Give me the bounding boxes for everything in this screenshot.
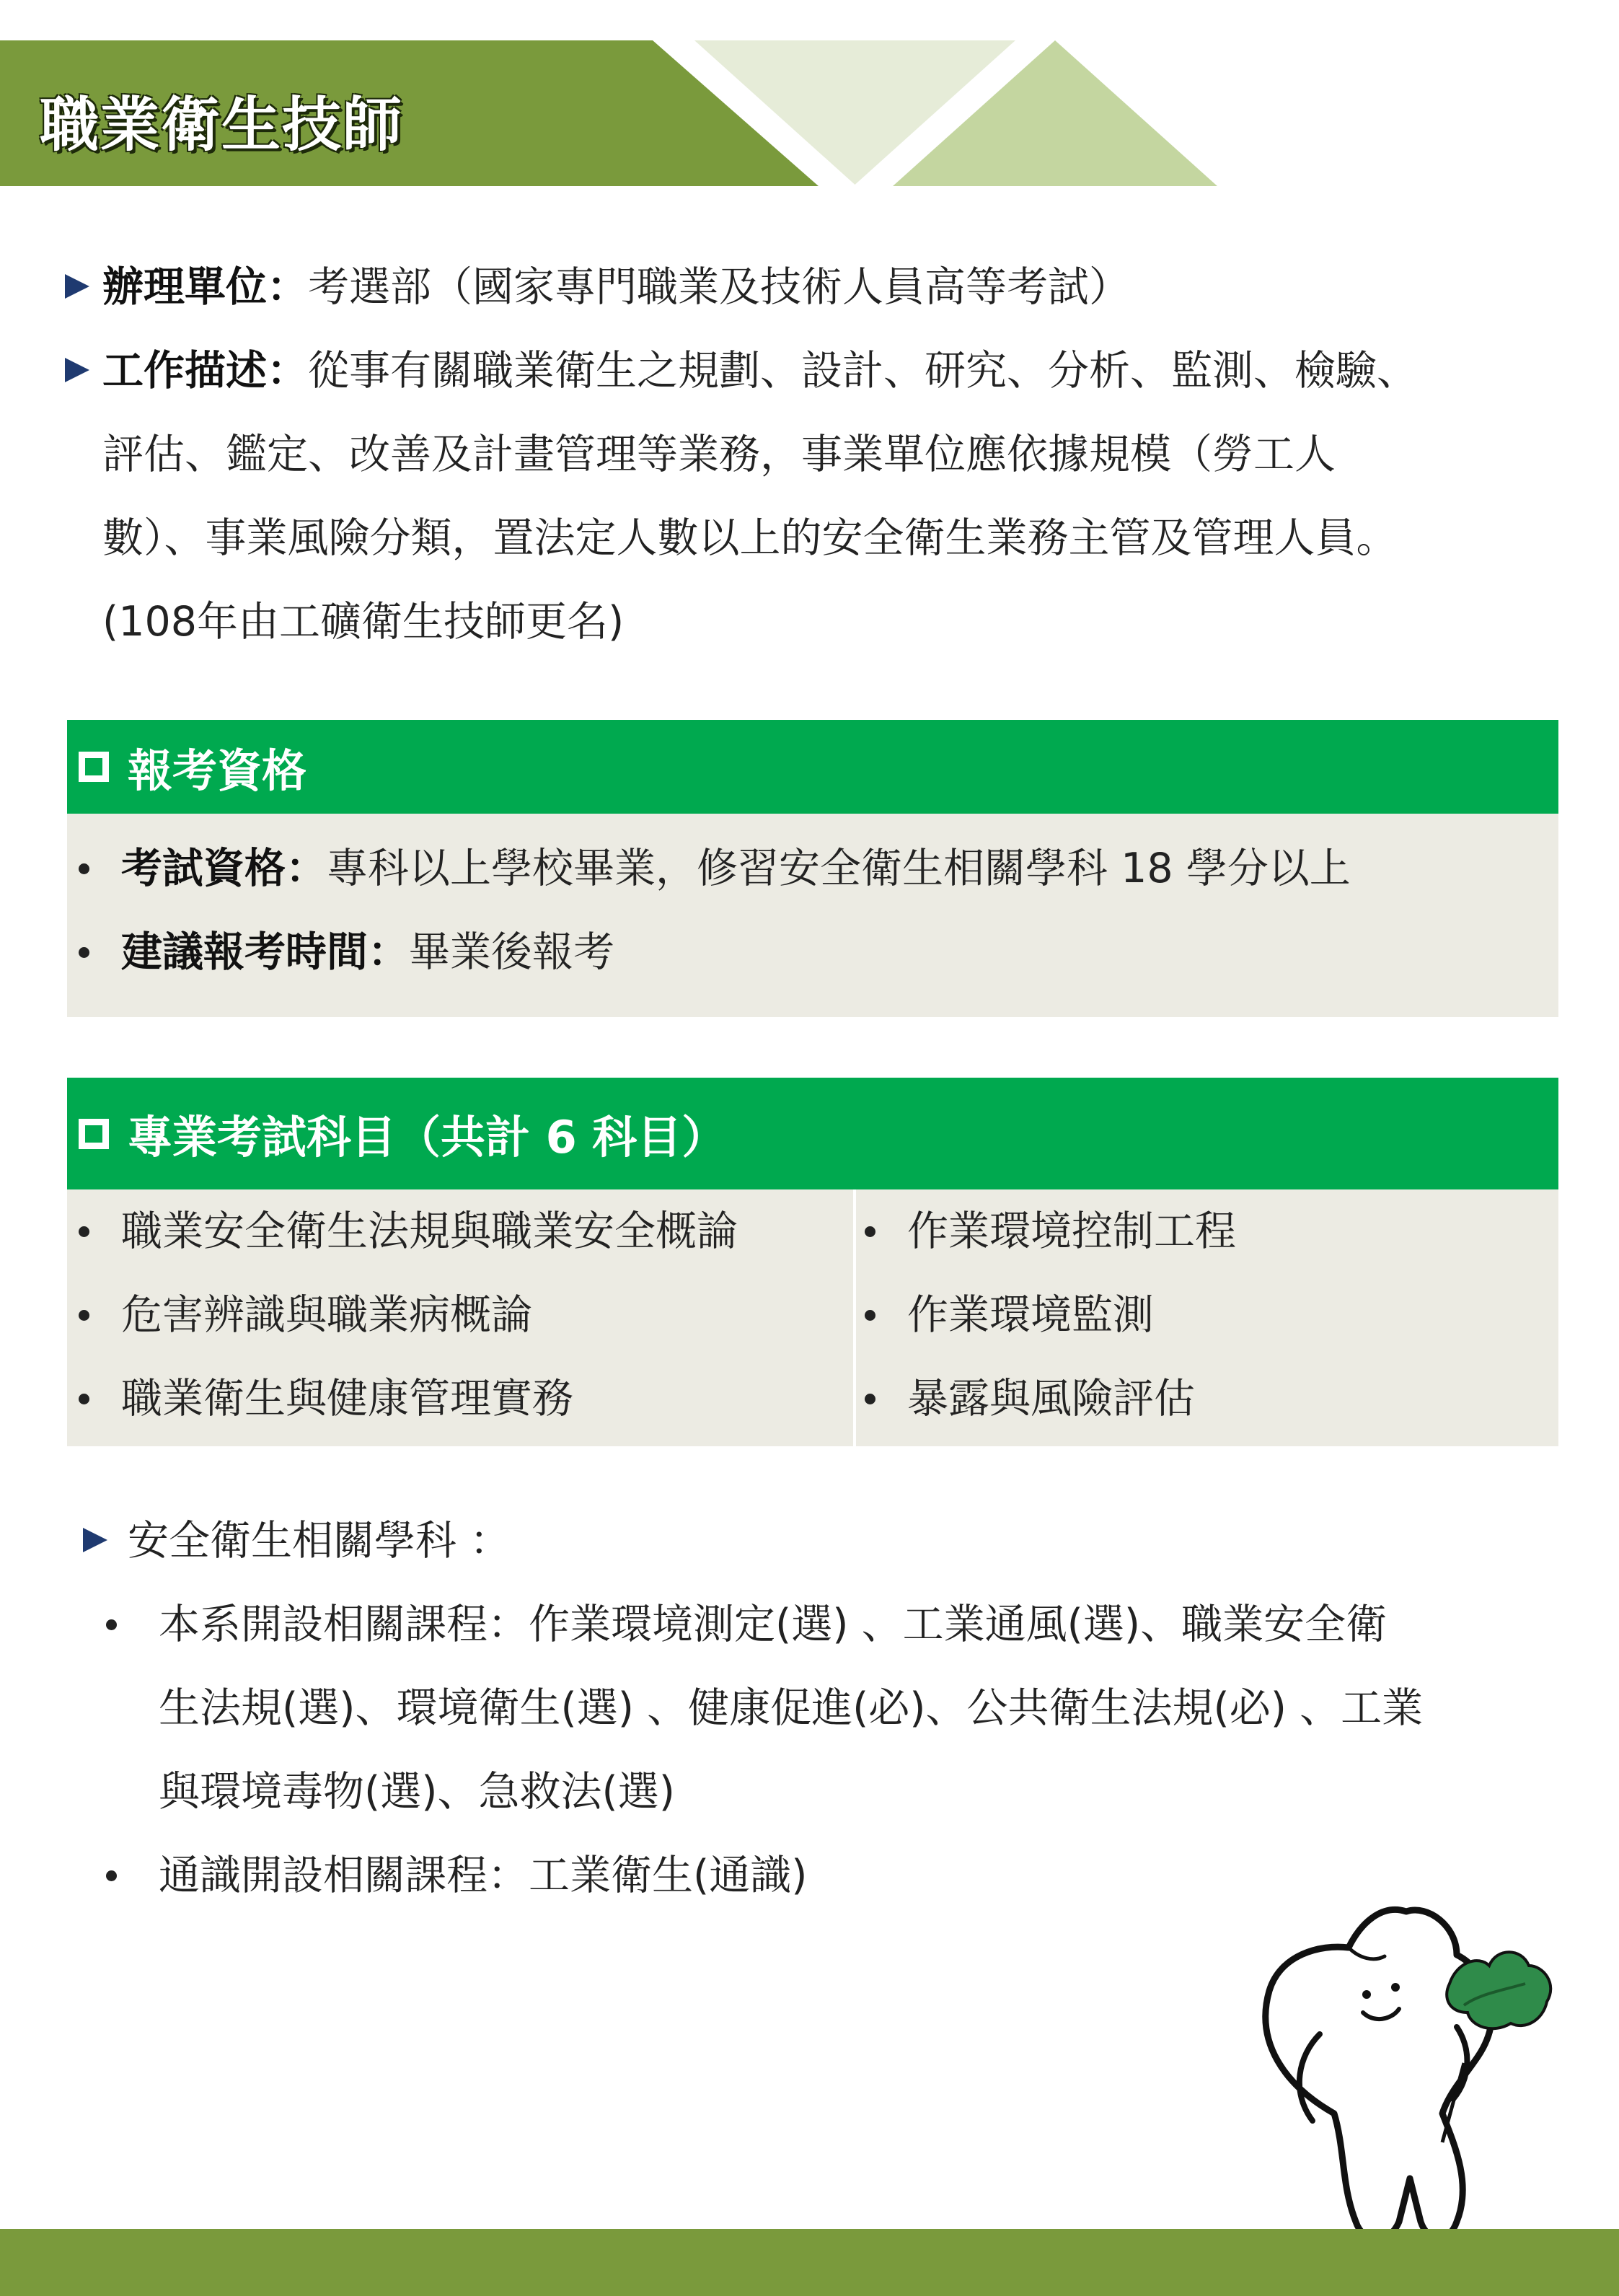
subjects-body (67, 1189, 1558, 1446)
intro-section (65, 245, 1579, 664)
subject-name: 作業環境監測 (907, 1291, 1154, 1339)
related-heading: 安全衛生相關學科 ： (128, 1517, 511, 1565)
bullet-dot-icon (106, 1870, 117, 1881)
dept-courses-text: 本系開設相關課程：作業環境測定(選) 、工業通風(選)、職業安全衛 (159, 1601, 1388, 1648)
subject-name: 職業安全衛生法規與職業安全概論 (121, 1208, 738, 1255)
list-item (83, 1583, 1569, 1666)
list-item (67, 910, 1558, 994)
square-box-icon (79, 1119, 109, 1149)
desc-label: 工作描述： (102, 347, 308, 395)
dept-courses-text: 與環境毒物(選)、急救法(選) (159, 1768, 675, 1816)
arrow-bullet-icon (65, 274, 89, 299)
eligibility-heading: 報考資格 (128, 744, 307, 797)
general-courses-text: 通識開設相關課程：工業衛生(通識) (159, 1852, 808, 1899)
org-line (65, 245, 1579, 329)
item-label: 考試資格： (121, 845, 327, 892)
list-item (67, 1273, 738, 1357)
eligibility-header (67, 720, 1558, 814)
arrow-bullet-icon (83, 1528, 107, 1552)
subject-name: 作業環境控制工程 (907, 1208, 1236, 1255)
list-item (853, 1273, 1236, 1357)
bullet-dot-icon (79, 1394, 89, 1404)
square-box-icon (79, 752, 109, 782)
subject-name: 危害辨識與職業病概論 (121, 1291, 532, 1339)
item-label: 建議報考時間： (121, 928, 409, 976)
bullet-dot-icon (106, 1619, 117, 1630)
desc-text: (108年由工礦衛生技師更名) (102, 598, 625, 646)
list-item (853, 1189, 1236, 1273)
list-item (67, 1357, 738, 1441)
dept-courses-text: 生法規(選)、環境衛生(選) 、健康促進(必)、公共衛生法規(必) 、工業 (159, 1684, 1424, 1732)
subject-name: 暴露與風險評估 (907, 1375, 1195, 1422)
subjects-heading: 專業考試科目（共計 6 科目） (128, 1111, 727, 1164)
bullet-dot-icon (79, 1310, 89, 1321)
mascot-illustration (1240, 1904, 1572, 2258)
subjects-header (67, 1078, 1558, 1189)
desc-text: 從事有關職業衛生之規劃、設計、研究、分析、監測、檢驗、 (308, 347, 1418, 395)
desc-text: 數）、事業風險分類，置法定人數以上的安全衛生業務主管及管理人員。 (102, 514, 1398, 562)
footer-bar (0, 2229, 1619, 2296)
bullet-dot-icon (79, 863, 89, 874)
page-title: 職業衛生技師 (40, 91, 404, 159)
org-value: 考選部（國家專門職業及技術人員高等考試） (308, 263, 1130, 311)
list-item (853, 1357, 1236, 1441)
bullet-dot-icon (79, 947, 89, 958)
eligibility-body (67, 814, 1558, 1017)
related-subjects-section (83, 1499, 1569, 1917)
org-label: 辦理單位： (102, 263, 308, 311)
related-heading-line (83, 1499, 1569, 1583)
list-item (67, 1189, 738, 1273)
list-item (67, 827, 1558, 910)
item-value: 畢業後報考 (409, 928, 614, 976)
bullet-dot-icon (865, 1394, 875, 1404)
subjects-left-column (67, 1189, 738, 1441)
desc-line (65, 329, 1579, 413)
subjects-right-column (853, 1189, 1236, 1441)
bullet-dot-icon (865, 1310, 875, 1321)
arrow-bullet-icon (65, 358, 89, 382)
desc-text: 評估、鑑定、改善及計畫管理等業務，事業單位應依據規模（勞工人 (102, 431, 1336, 478)
item-value: 專科以上學校畢業，修習安全衛生相關學科 18 學分以上 (327, 845, 1351, 892)
subject-name: 職業衛生與健康管理實務 (121, 1375, 573, 1422)
bullet-dot-icon (79, 1226, 89, 1237)
bullet-dot-icon (865, 1226, 875, 1237)
